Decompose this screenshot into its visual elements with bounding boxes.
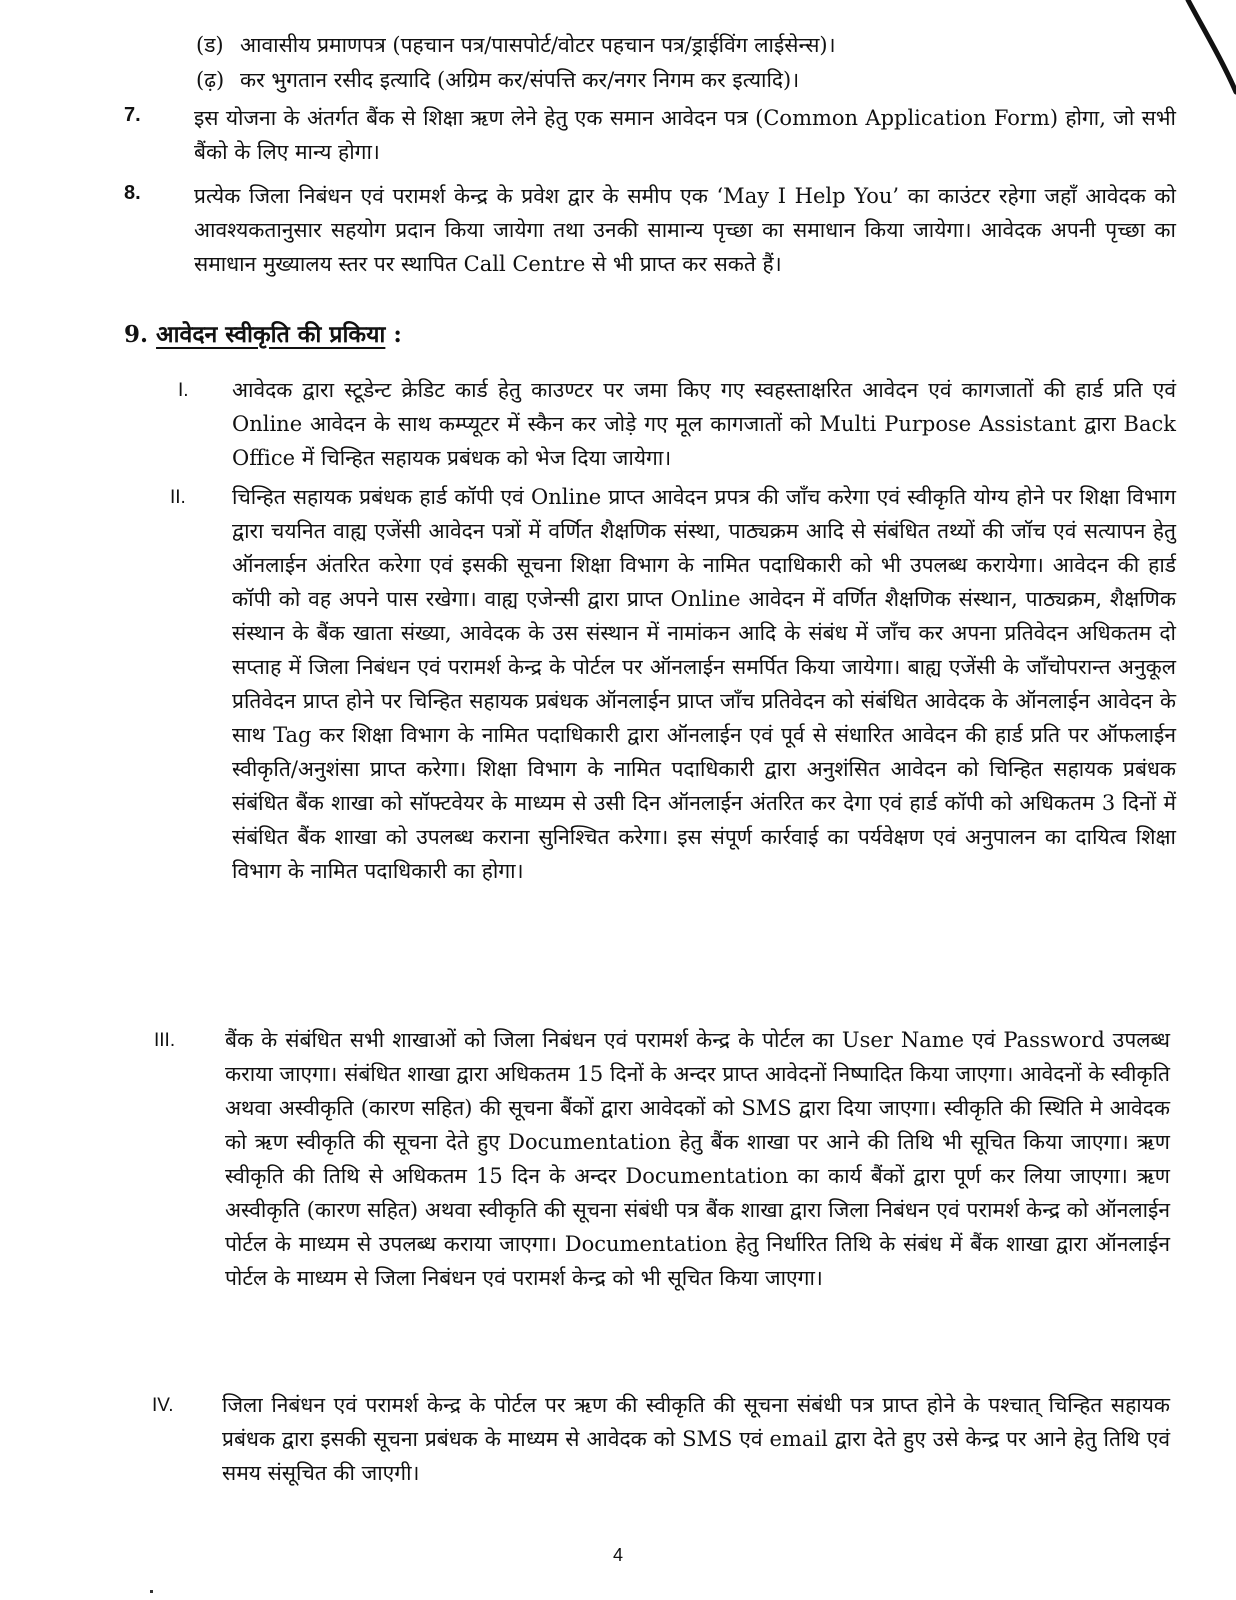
point-text: इस योजना के अंतर्गत बैंक से शिक्षा ऋण लेने हेतु एक समान आवेदन पत्र (Common Application Form) होगा, जो सभी बैंको के लिए मान्य होगा।	[194, 106, 1176, 164]
subpoint-text: चिन्हित सहायक प्रबंधक हार्ड कॉपी एवं Online प्राप्त आवेदन प्रपत्र की जाँच करेगा एवं स्वीकृति योग्य होने पर शिक्षा विभाग द्वारा चयनित वाह्य एजेंसी आवेदन पत्रों में वर्णित शैक्षणिक संस्था, पाठ्यक्रम आदि से संबंधित तथ्यों की जॉच एवं सत्यापन हेतु ऑनलाईन अंतरित करेगा एवं इसकी सूचना शिक्षा विभाग के नामित पदाधिकारी को भी उपलब्ध करायेगा। आवेदन की हार्ड कॉपी को वह अपने पास रखेगा। वाह्य एजेन्सी द्वारा प्राप्त Online आवेदन में वर्णित शैक्षणिक संस्थान, पाठ्यक्रम, शैक्षणिक संस्थान के बैंक खाता संख्या, आवेदक के उस संस्थान में नामांकन आदि के संबंध में जाँच कर अपना प्रतिवेदन अधिकतम दो सप्ताह में जिला निबंधन एवं परामर्श केन्द्र के पोर्टल पर ऑनलाईन समर्पित किया जायेगा। बाह्य एजेंसी के जाँचोपरान्त अनुकूल प्रतिवेदन प्राप्त होने पर चिन्हित सहायक प्रबंधक ऑनलाईन प्राप्त जाँच प्रतिवेदन को संबंधित आवेदक के ऑनलाईन आवेदन के साथ Tag कर शिक्षा विभाग के नामित पदाधिकारी द्वारा ऑनलाईन एवं पूर्व से संधारित आवेदन की हार्ड प्रति पर ऑफलाईन स्वीकृति/अनुशंसा प्राप्त करेगा। शिक्षा विभाग के नामित पदाधिकारी द्वारा अनुशंसित आवेदन को चिन्हित सहायक प्रबंधक संबंधित बैंक शाखा को सॉफ्टवेयर के माध्यम से उसी दिन ऑनलाईन अंतरित कर देगा एवं हार्ड कॉपी को अधिकतम 3 दिनों में संबंधित बैंक शाखा को उपलब्ध कराना सुनिश्चित करेगा। इस संपूर्ण कार्रवाई का पर्यवेक्षण एवं अनुपालन का दायित्व शिक्षा विभाग के नामित पदाधिकारी का होगा।	[232, 485, 1176, 883]
section-colon: :	[393, 321, 402, 348]
section-number: 9.	[124, 321, 149, 348]
scan-speck	[150, 1590, 153, 1593]
list-item-text: कर भुगतान रसीद इत्यादि (अग्रिम कर/संपत्ति कर/नगर निगम कर इत्यादि)।	[240, 68, 800, 92]
subpoint-numeral: I.	[178, 380, 189, 401]
point-text: प्रत्येक जिला निबंधन एवं परामर्श केन्द्र के प्रवेश द्वार के समीप एक ‘May I Help You’ का काउंटर रहेगा जहाँ आवेदक को आवश्यकतानुसार सहयोग प्रदान किया जायेगा तथा उनकी सामान्य पृच्छा का समाधान किया जायेगा। आवेदक अपनी पृच्छा का समाधान मुख्यालय स्तर पर स्थापित Call Centre से भी प्राप्त कर सकते हैं।	[194, 184, 1176, 276]
page-number: 4	[612, 1545, 623, 1565]
subpoint-numeral: II.	[170, 487, 186, 508]
list-item-text: आवासीय प्रमाणपत्र (पहचान पत्र/पासपोर्ट/वोटर पहचान पत्र/ड्राईविंग लाईसेन्स)।	[240, 33, 836, 57]
section-title: आवेदन स्वीकृति की प्रकिया	[156, 321, 386, 348]
point-number: 8.	[124, 182, 141, 204]
subpoint-text: जिला निबंधन एवं परामर्श केन्द्र के पोर्टल पर ऋण की स्वीकृति की सूचना संबंधी पत्र प्राप्त होने के पश्चात् चिन्हित सहायक प्रबंधक द्वारा इसकी सूचना प्रबंधक के माध्यम से आवेदक को SMS एवं email द्वारा देते हुए उसे केन्द्र पर आने हेतु तिथि एवं समय संसूचित की जाएगी।	[222, 1393, 1170, 1485]
point-number: 7.	[124, 104, 141, 126]
item-label: (ड)	[196, 33, 224, 57]
item-label: (ढ़)	[196, 68, 225, 92]
subpoint-numeral: III.	[154, 1030, 176, 1051]
subpoint-text: बैंक के संबंधित सभी शाखाओं को जिला निबंधन एवं परामर्श केन्द्र के पोर्टल का User Name एवं Password उपलब्ध कराया जाएगा। संबंधित शाखा द्वारा अधिकतम 15 दिनों के अन्दर प्राप्त आवेदनों निष्पादित किया जाएगा। आवेदनों के स्वीकृति अथवा अस्वीकृति (कारण सहित) की सूचना बैंकों द्वारा आवेदकों को SMS द्वारा दिया जाएगा। स्वीकृति की स्थिति मे आवेदक को ऋण स्वीकृति की सूचना देते हुए Documentation हेतु बैंक शाखा पर आने की तिथि भी सूचित किया जाएगा। ऋण स्वीकृति की तिथि से अधिकतम 15 दिन के अन्दर Documentation का कार्य बैंकों द्वारा पूर्ण कर लिया जाएगा। ऋण अस्वीकृति (कारण सहित) अथवा स्वीकृति की सूचना संबंधी पत्र बैंक शाखा द्वारा जिला निबंधन एवं परामर्श केन्द्र को ऑनलाईन पोर्टल के माध्यम से उपलब्ध कराया जाएगा। Documentation हेतु निर्धारित तिथि के संबंध में बैंक शाखा द्वारा ऑनलाईन पोर्टल के माध्यम से जिला निबंधन एवं परामर्श केन्द्र को भी सूचित किया जाएगा।	[225, 1028, 1170, 1290]
subpoint-text: आवेदक द्वारा स्टूडेन्ट क्रेडिट कार्ड हेतु काउण्टर पर जमा किए गए स्वहस्ताक्षरित आवेदन एवं कागजातों की हार्ड प्रति एवं Online आवेदन के साथ कम्प्यूटर में स्कैन कर जोड़े गए मूल कागजातों को Multi Purpose Assistant द्वारा Back Office में चिन्हित सहायक प्रबंधक को भेज दिया जायेगा।	[232, 378, 1176, 470]
page-corner-mark	[1126, 0, 1236, 110]
subpoint-numeral: IV.	[152, 1395, 174, 1416]
section-heading	[124, 318, 402, 352]
